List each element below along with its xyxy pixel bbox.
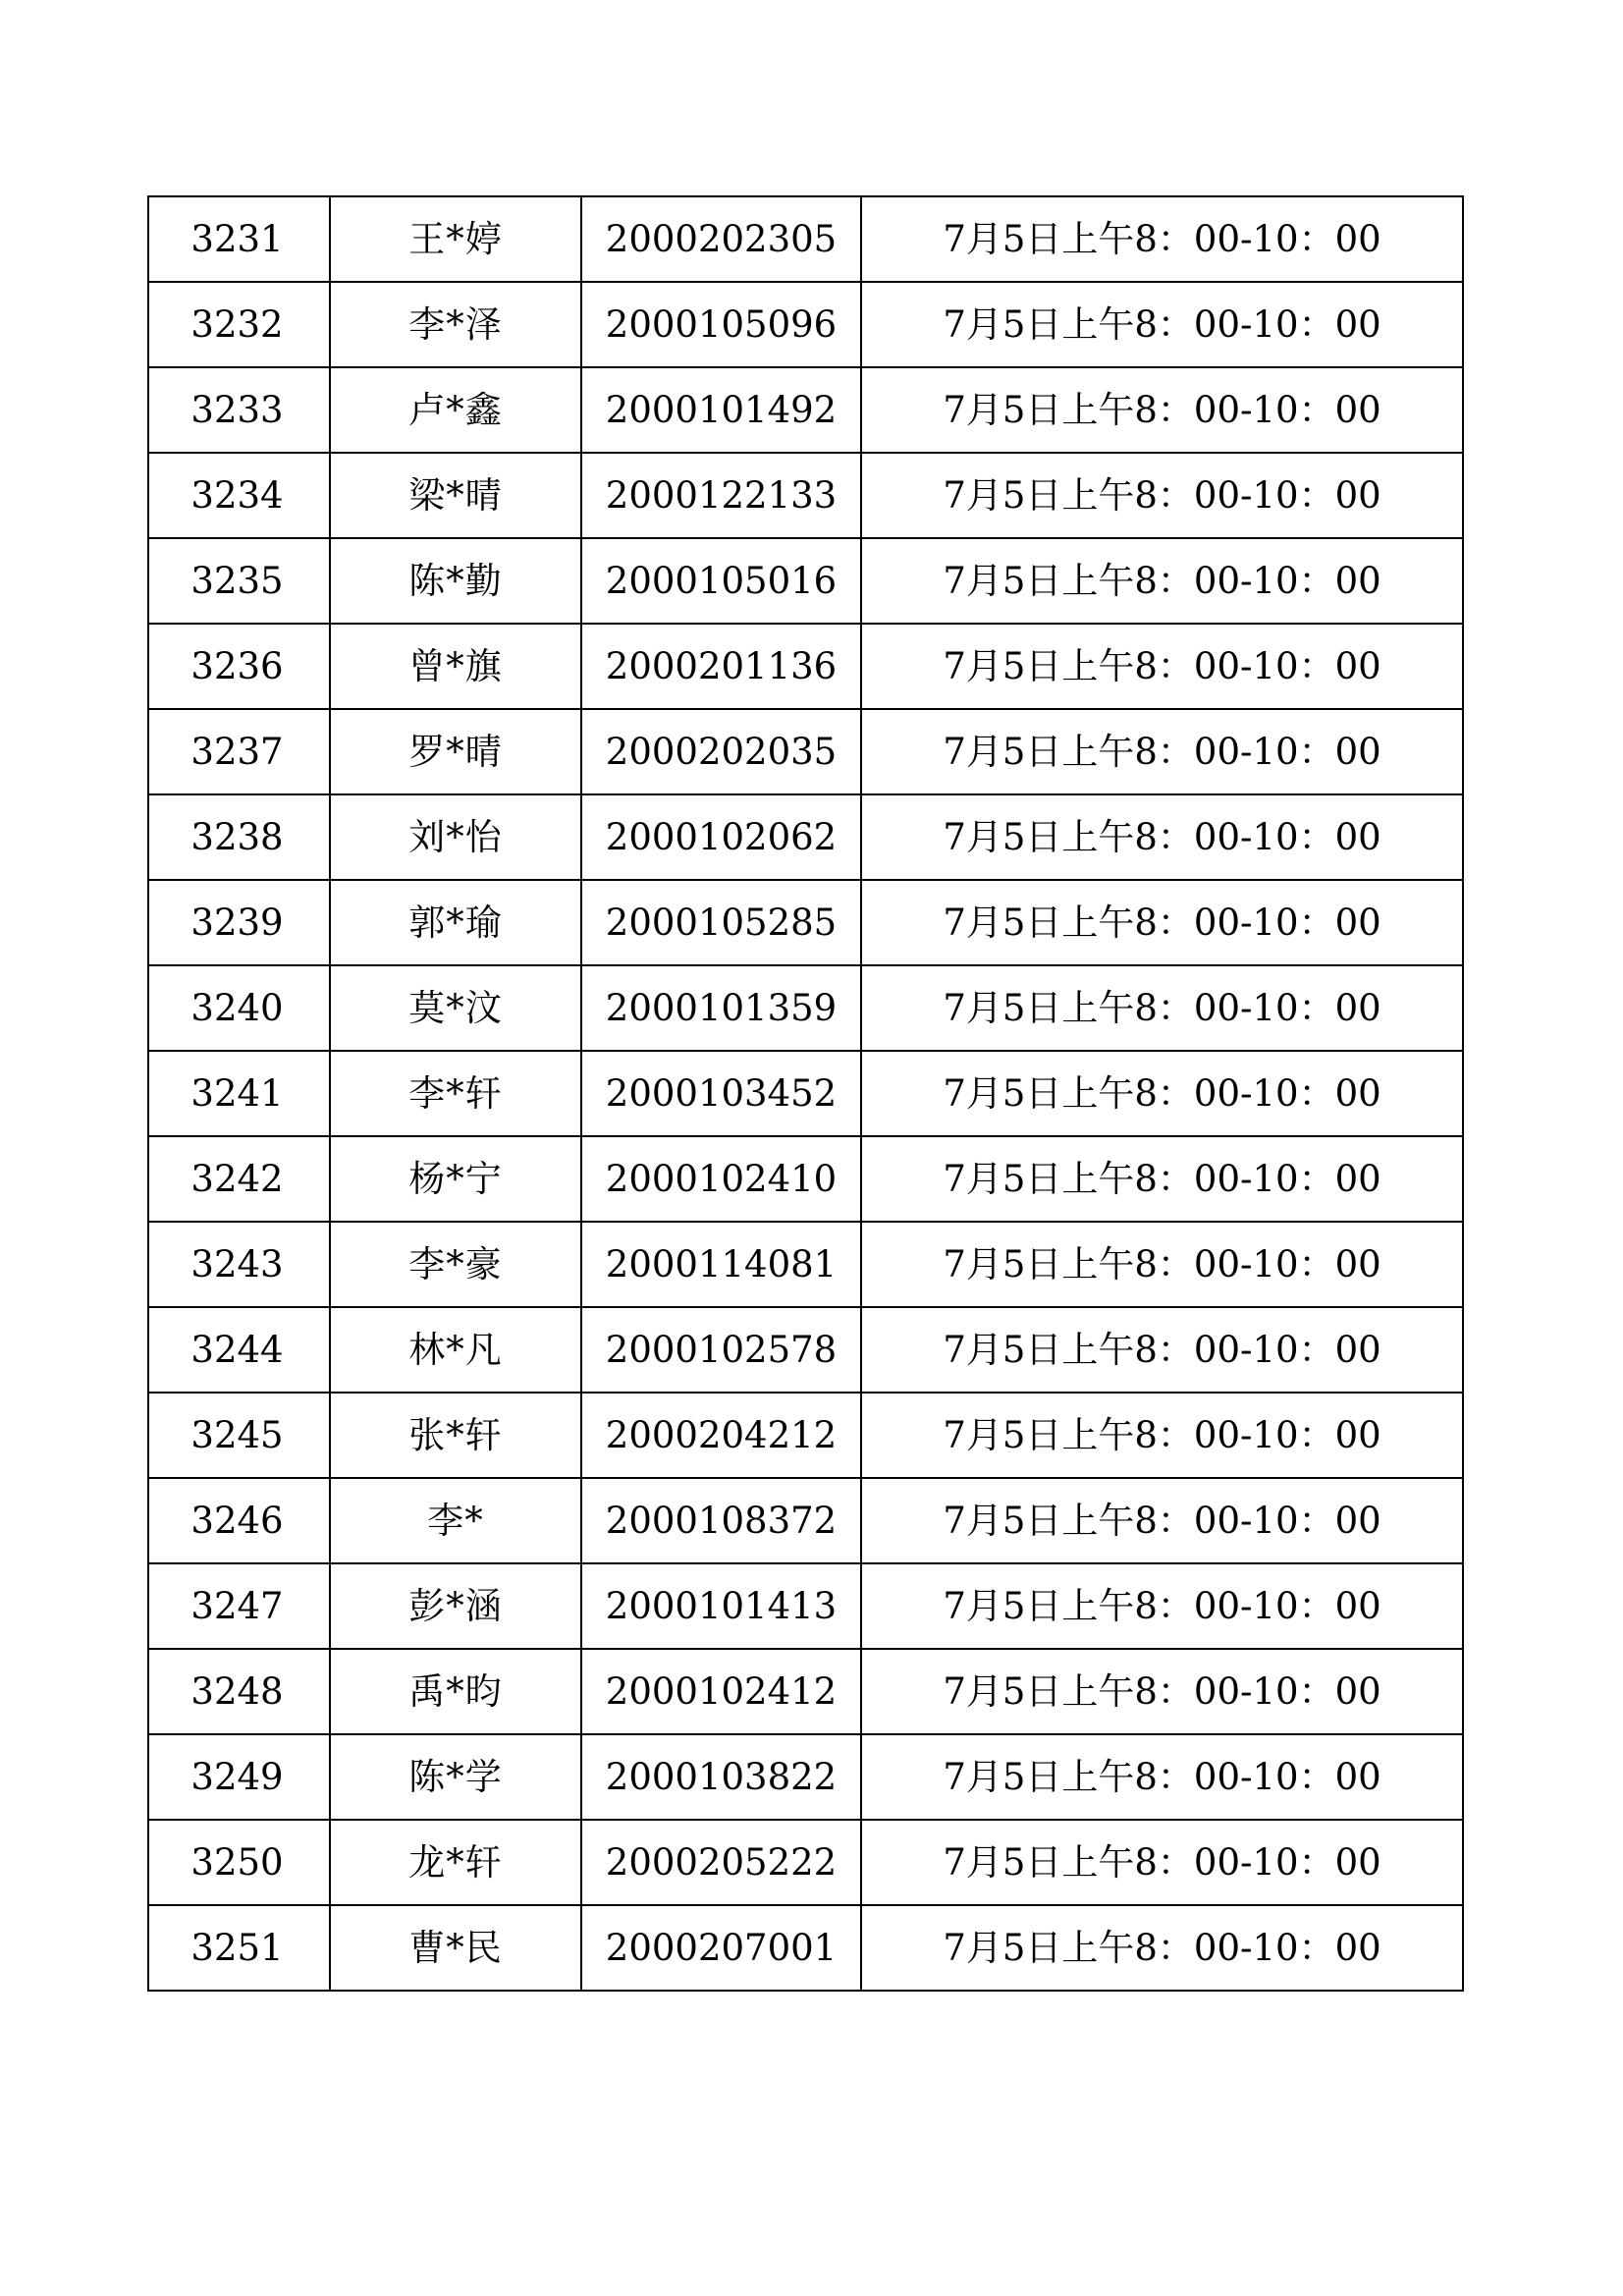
seq-cell: 3233 (148, 367, 330, 453)
seq-cell: 3245 (148, 1393, 330, 1478)
time-cell: 7月5日上午8：00-10：00 (861, 1136, 1463, 1222)
time-cell: 7月5日上午8：00-10：00 (861, 1393, 1463, 1478)
table-row (148, 965, 1463, 1051)
table-row (148, 1051, 1463, 1136)
seq-cell: 3248 (148, 1649, 330, 1734)
name-cell: 张*轩 (330, 1393, 581, 1478)
name-cell: 李* (330, 1478, 581, 1563)
seq-cell: 3237 (148, 709, 330, 794)
seq-cell: 3241 (148, 1051, 330, 1136)
seq-cell: 3246 (148, 1478, 330, 1563)
name-cell: 彭*涵 (330, 1563, 581, 1649)
table-row (148, 1393, 1463, 1478)
name-cell: 禹*昀 (330, 1649, 581, 1734)
name-cell: 龙*轩 (330, 1820, 581, 1905)
time-cell: 7月5日上午8：00-10：00 (861, 880, 1463, 965)
table-row (148, 282, 1463, 367)
table-row (148, 1307, 1463, 1393)
table-row (148, 538, 1463, 624)
table-row (148, 794, 1463, 880)
time-cell: 7月5日上午8：00-10：00 (861, 538, 1463, 624)
id-cell: 2000202035 (581, 709, 861, 794)
id-cell: 2000102062 (581, 794, 861, 880)
time-cell: 7月5日上午8：00-10：00 (861, 1563, 1463, 1649)
time-cell: 7月5日上午8：00-10：00 (861, 965, 1463, 1051)
name-cell: 林*凡 (330, 1307, 581, 1393)
time-cell: 7月5日上午8：00-10：00 (861, 1051, 1463, 1136)
id-cell: 2000101492 (581, 367, 861, 453)
time-cell: 7月5日上午8：00-10：00 (861, 196, 1463, 282)
id-cell: 2000122133 (581, 453, 861, 538)
id-cell: 2000102412 (581, 1649, 861, 1734)
seq-cell: 3234 (148, 453, 330, 538)
seq-cell: 3239 (148, 880, 330, 965)
id-cell: 2000103452 (581, 1051, 861, 1136)
seq-cell: 3232 (148, 282, 330, 367)
time-cell: 7月5日上午8：00-10：00 (861, 1905, 1463, 1991)
seq-cell: 3247 (148, 1563, 330, 1649)
table-row (148, 1478, 1463, 1563)
table-row (148, 1563, 1463, 1649)
id-cell: 2000204212 (581, 1393, 861, 1478)
id-cell: 2000205222 (581, 1820, 861, 1905)
time-cell: 7月5日上午8：00-10：00 (861, 1649, 1463, 1734)
time-cell: 7月5日上午8：00-10：00 (861, 1820, 1463, 1905)
schedule-table (147, 195, 1464, 1992)
time-cell: 7月5日上午8：00-10：00 (861, 453, 1463, 538)
id-cell: 2000202305 (581, 196, 861, 282)
table-row (148, 709, 1463, 794)
id-cell: 2000105096 (581, 282, 861, 367)
seq-cell: 3250 (148, 1820, 330, 1905)
name-cell: 郭*瑜 (330, 880, 581, 965)
id-cell: 2000105016 (581, 538, 861, 624)
table-row (148, 624, 1463, 709)
table-row (148, 1136, 1463, 1222)
table-row (148, 453, 1463, 538)
name-cell: 罗*晴 (330, 709, 581, 794)
id-cell: 2000108372 (581, 1478, 861, 1563)
time-cell: 7月5日上午8：00-10：00 (861, 1307, 1463, 1393)
time-cell: 7月5日上午8：00-10：00 (861, 794, 1463, 880)
schedule-table-container (147, 195, 1462, 1992)
name-cell: 梁*晴 (330, 453, 581, 538)
seq-cell: 3242 (148, 1136, 330, 1222)
time-cell: 7月5日上午8：00-10：00 (861, 624, 1463, 709)
id-cell: 2000207001 (581, 1905, 861, 1991)
name-cell: 李*轩 (330, 1051, 581, 1136)
table-row (148, 880, 1463, 965)
name-cell: 王*婷 (330, 196, 581, 282)
id-cell: 2000101413 (581, 1563, 861, 1649)
id-cell: 2000102578 (581, 1307, 861, 1393)
name-cell: 李*泽 (330, 282, 581, 367)
name-cell: 卢*鑫 (330, 367, 581, 453)
name-cell: 陈*学 (330, 1734, 581, 1820)
name-cell: 杨*宁 (330, 1136, 581, 1222)
name-cell: 曾*旗 (330, 624, 581, 709)
table-row (148, 367, 1463, 453)
table-row (148, 1649, 1463, 1734)
name-cell: 曹*民 (330, 1905, 581, 1991)
id-cell: 2000201136 (581, 624, 861, 709)
seq-cell: 3235 (148, 538, 330, 624)
id-cell: 2000103822 (581, 1734, 861, 1820)
name-cell: 莫*汶 (330, 965, 581, 1051)
time-cell: 7月5日上午8：00-10：00 (861, 709, 1463, 794)
time-cell: 7月5日上午8：00-10：00 (861, 1222, 1463, 1307)
time-cell: 7月5日上午8：00-10：00 (861, 367, 1463, 453)
seq-cell: 3243 (148, 1222, 330, 1307)
name-cell: 刘*怡 (330, 794, 581, 880)
seq-cell: 3236 (148, 624, 330, 709)
name-cell: 李*豪 (330, 1222, 581, 1307)
seq-cell: 3244 (148, 1307, 330, 1393)
table-row (148, 1734, 1463, 1820)
time-cell: 7月5日上午8：00-10：00 (861, 1734, 1463, 1820)
name-cell: 陈*勤 (330, 538, 581, 624)
seq-cell: 3240 (148, 965, 330, 1051)
time-cell: 7月5日上午8：00-10：00 (861, 282, 1463, 367)
seq-cell: 3249 (148, 1734, 330, 1820)
seq-cell: 3231 (148, 196, 330, 282)
table-row (148, 1222, 1463, 1307)
seq-cell: 3238 (148, 794, 330, 880)
id-cell: 2000102410 (581, 1136, 861, 1222)
table-row (148, 1905, 1463, 1991)
seq-cell: 3251 (148, 1905, 330, 1991)
table-row (148, 1820, 1463, 1905)
id-cell: 2000114081 (581, 1222, 861, 1307)
id-cell: 2000105285 (581, 880, 861, 965)
table-row (148, 196, 1463, 282)
id-cell: 2000101359 (581, 965, 861, 1051)
time-cell: 7月5日上午8：00-10：00 (861, 1478, 1463, 1563)
